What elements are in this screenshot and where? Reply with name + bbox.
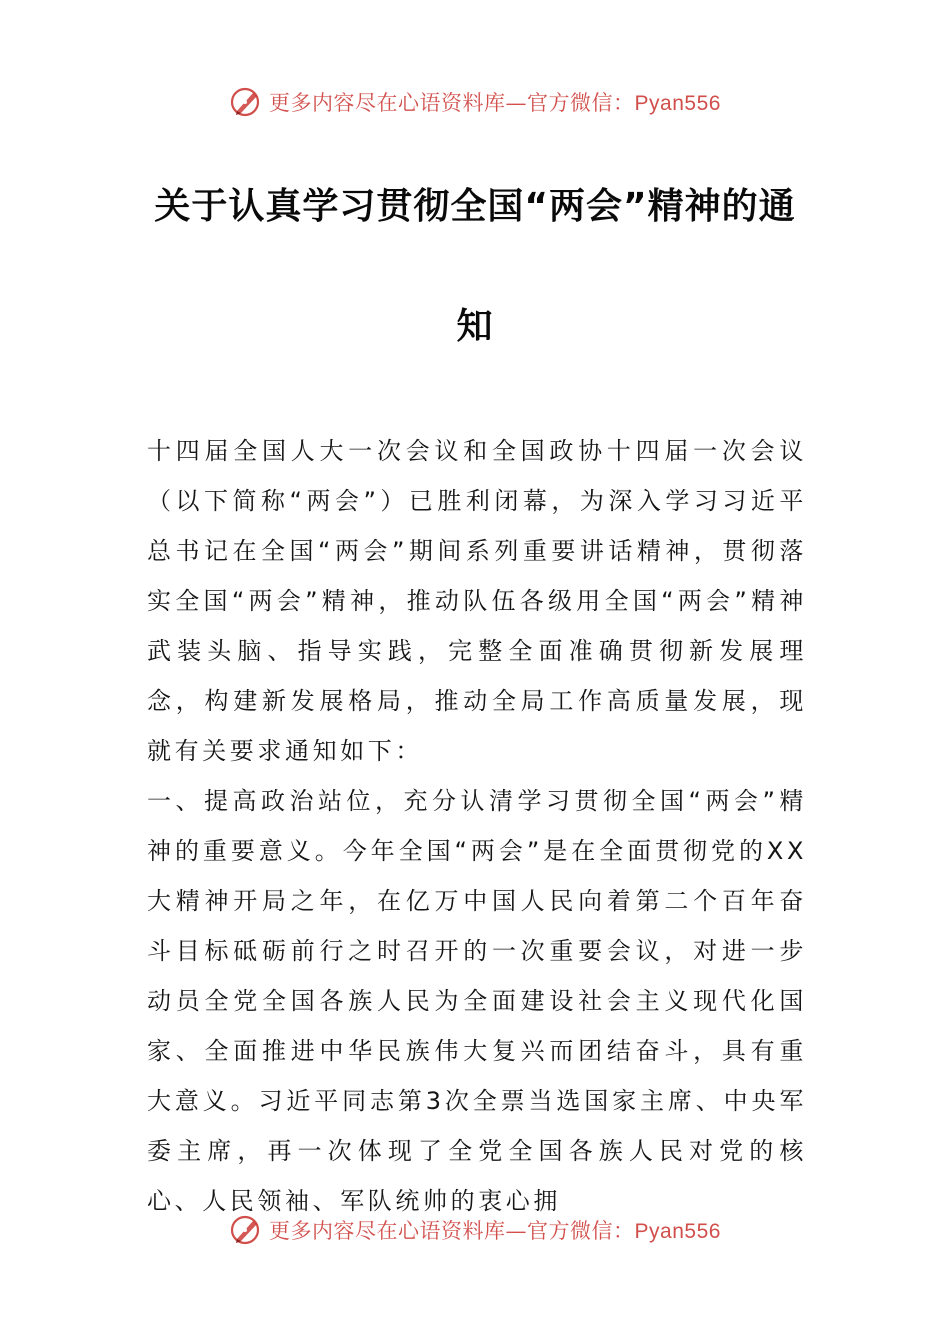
header-watermark-banner [0,80,950,124]
body-paragraph-intro: 十四届全国人大一次会议和全国政协十四届一次会议（以下简称“两会”）已胜利闭幕，为深入学习习近平总书记在全国“两会”期间系列重要讲话精神，贯彻落实全国“两会”精神，推动队伍各级用全国“两会”精神武装头脑、指导实践，完整全面准确贯彻新发展理念，构建新发展格局，推动全局工作高质量发展，现就有关要求通知如下： [147,437,807,765]
header-watermark-text: 更多内容尽在心语资料库—官方微信：Pyan556 [269,91,721,115]
document-body [147,426,807,1226]
header-wechat-id: Pyan556 [634,92,721,115]
document-title-line-2: 知 [456,306,494,347]
document-title-line-1: 关于认真学习贯彻全国“两会”精神的通 [154,186,796,227]
pen-circle-logo-icon [229,85,263,119]
footer-wechat-id: Pyan556 [634,1220,721,1243]
body-paragraph-section-1: 一、提高政治站位，充分认清学习贯彻全国“两会”精神的重要意义。今年全国“两会”是在全面贯彻党的XX大精神开局之年，在亿万中国人民向着第二个百年奋斗目标砥砺前行之时召开的一次重要会议，对进一步动员全党全国各族人民为全面建设社会主义现代化国家、全面推进中华民族伟大复兴而团结奋斗，具有重大意义。习近平同志第3次全票当选国家主席、中央军委主席，再一次体现了全党全国各族人民对党的核心、人民领袖、军队统帅的衷心拥 [147,787,807,1215]
footer-watermark-text: 更多内容尽在心语资料库—官方微信：Pyan556 [269,1219,721,1243]
pen-circle-logo-icon [229,1213,263,1247]
footer-watermark-banner [0,1208,950,1252]
